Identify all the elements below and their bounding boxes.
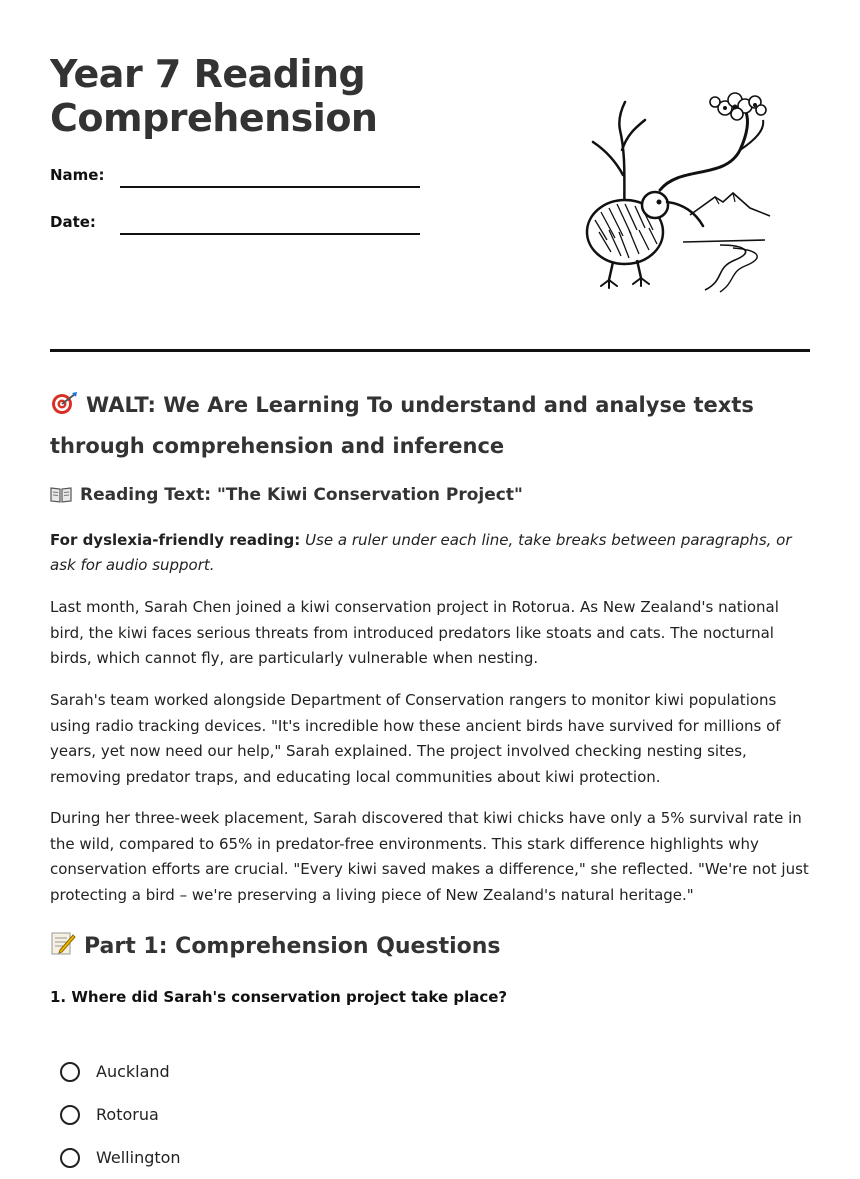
memo-icon <box>50 930 76 967</box>
dyslexia-tip-lead: For dyslexia-friendly reading: <box>50 531 301 549</box>
date-write-line[interactable] <box>120 233 420 235</box>
question-1: 1. Where did Sarah's conservation project take place? <box>50 988 508 1006</box>
reading-paragraph-2: Sarah's team worked alongside Department of Conservation rangers to monitor kiwi populations using radio tracking devices. "It's incredible how these ancient birds have survived for millions of years, yet now need our help," Sarah explained. The project involved checking nesting sites, removing predator traps, and educating local communities about kiwi protection. <box>50 691 781 786</box>
option-label: Wellington <box>96 1148 181 1167</box>
part-1-heading-text: Part 1: Comprehension Questions <box>84 934 501 959</box>
open-book-icon <box>50 485 72 511</box>
option-wellington[interactable] <box>60 1136 181 1179</box>
radio-button[interactable] <box>60 1105 80 1125</box>
target-icon <box>50 389 78 427</box>
page-title <box>50 52 510 140</box>
date-label: Date: <box>50 213 96 231</box>
name-label: Name: <box>50 166 105 184</box>
worksheet-header <box>50 0 810 352</box>
worksheet-page <box>50 0 810 1167</box>
walt-heading <box>50 386 810 465</box>
kiwi-bird-illustration <box>565 80 785 300</box>
title-line-1: Year 7 Reading <box>50 52 366 96</box>
reading-paragraph-1: Last month, Sarah Chen joined a kiwi conservation project in Rotorua. As New Zealand's national bird, the kiwi faces serious threats from introduced predators like stoats and cats. The nocturnal birds, which cannot fly, are particularly vulnerable when nesting. <box>50 598 779 667</box>
reading-heading-text: Reading Text: "The Kiwi Conservation Project" <box>80 485 523 505</box>
option-label: Rotorua <box>96 1105 159 1124</box>
option-label: Auckland <box>96 1062 170 1081</box>
dyslexia-tip <box>50 528 810 578</box>
radio-button[interactable] <box>60 1062 80 1082</box>
title-line-2: Comprehension <box>50 96 378 140</box>
question-1-options <box>60 1050 181 1179</box>
radio-button[interactable] <box>60 1148 80 1168</box>
option-auckland[interactable] <box>60 1050 181 1093</box>
name-write-line[interactable] <box>120 186 420 188</box>
reading-text-heading <box>50 482 523 511</box>
option-rotorua[interactable] <box>60 1093 181 1136</box>
walt-text: WALT: We Are Learning To understand and analyse texts through comprehension and inference <box>50 393 754 458</box>
dyslexia-tip-text: Use a ruler under each line, take breaks between paragraphs, or ask for audio support. <box>50 531 792 574</box>
reading-paragraph-3: During her three-week placement, Sarah discovered that kiwi chicks have only a 5% survival rate in the wild, compared to 65% in predator-free environments. This stark difference highlights why conservation efforts are crucial. "Every kiwi saved makes a difference," she reflected. "We're not just protecting a bird – we're preserving a living piece of New Zealand's natural heritage." <box>50 809 809 904</box>
part-1-heading <box>50 930 501 967</box>
